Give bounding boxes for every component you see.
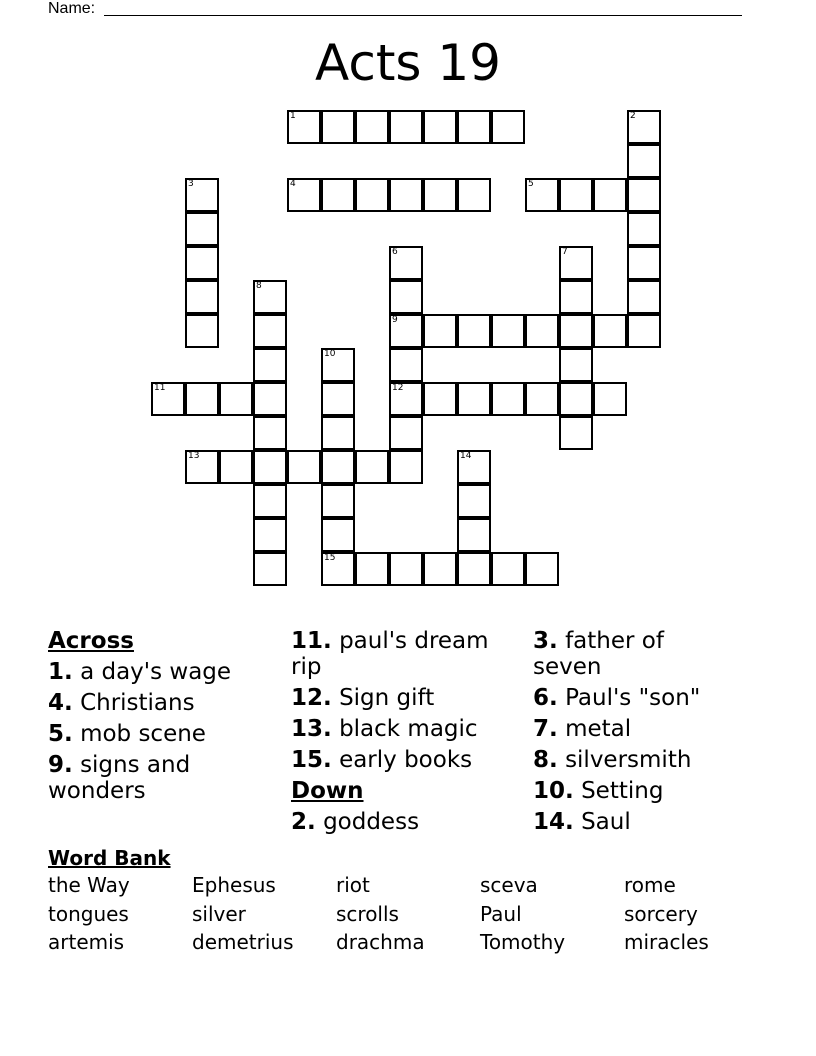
crossword-cell[interactable] (253, 348, 287, 382)
crossword-cell[interactable] (491, 382, 525, 416)
crossword-cell[interactable] (253, 382, 287, 416)
crossword-cell[interactable] (525, 552, 559, 586)
crossword-cell[interactable] (185, 382, 219, 416)
clue-number: 14. (533, 809, 574, 835)
crossword-cell[interactable] (423, 178, 457, 212)
crossword-cell[interactable] (389, 552, 423, 586)
word-bank-item: drachma (336, 930, 425, 954)
clue-number: 2. (291, 809, 316, 835)
clue-number: 4. (48, 690, 73, 716)
crossword-cell[interactable] (423, 314, 457, 348)
cell-number: 2 (630, 111, 636, 121)
clues-column-3 (533, 628, 769, 840)
cell-number: 13 (188, 451, 200, 461)
crossword-cell[interactable] (559, 382, 593, 416)
clue-text: Christians (80, 690, 195, 716)
crossword-cell[interactable] (559, 178, 593, 212)
crossword-cell[interactable] (457, 110, 491, 144)
page-title: Acts 19 (315, 34, 501, 92)
cell-number: 7 (562, 247, 568, 257)
word-bank-item: demetrius (192, 930, 294, 954)
word-bank-item: Ephesus (192, 873, 276, 897)
clue-number: 13. (291, 716, 332, 742)
clue-text: a day's wage (80, 659, 232, 685)
clue-text: paul's dream rip (291, 628, 489, 680)
crossword-cell[interactable] (321, 484, 355, 518)
clue-text: metal (565, 716, 632, 742)
clue-text: Paul's "son" (565, 685, 701, 711)
clue-down-6 (533, 685, 769, 711)
word-bank-item: sorcery (624, 901, 698, 926)
crossword-cell[interactable] (559, 246, 593, 280)
cell-number: 1 (290, 111, 296, 121)
clue-number: 12. (291, 685, 332, 711)
crossword-cell[interactable] (627, 280, 661, 314)
crossword-cell[interactable] (423, 110, 457, 144)
clue-text: Sign gift (339, 685, 435, 711)
cell-number: 3 (188, 179, 194, 189)
crossword-cell[interactable] (593, 178, 627, 212)
crossword-cell[interactable] (253, 314, 287, 348)
clue-across-4 (48, 690, 284, 716)
clue-number: 3. (533, 628, 558, 654)
word-bank-item: the Way (48, 873, 130, 897)
crossword-cell[interactable] (321, 178, 355, 212)
word-bank-item: miracles (624, 930, 709, 954)
crossword-cell[interactable] (559, 314, 593, 348)
clue-across-1 (48, 659, 284, 685)
crossword-cell[interactable] (321, 450, 355, 484)
crossword-cell[interactable] (457, 382, 491, 416)
crossword-cell[interactable] (389, 416, 423, 450)
crossword-cell[interactable] (457, 518, 491, 552)
crossword-cell[interactable] (593, 382, 627, 416)
clue-across-5 (48, 721, 284, 747)
clues-column-1 (48, 628, 284, 809)
clue-across-15 (291, 747, 527, 773)
cell-number: 14 (460, 451, 472, 461)
down-heading: Down (291, 778, 364, 804)
crossword-cell[interactable] (355, 110, 389, 144)
word-bank-item: riot (336, 873, 370, 897)
clue-across-9 (48, 752, 218, 804)
crossword-cell[interactable] (185, 314, 219, 348)
crossword-cell[interactable] (627, 212, 661, 246)
crossword-cell[interactable] (491, 314, 525, 348)
crossword-cell[interactable] (457, 484, 491, 518)
cell-number: 5 (528, 179, 534, 189)
clue-text: early books (339, 747, 473, 773)
crossword-cell[interactable] (321, 382, 355, 416)
crossword-cell[interactable] (525, 314, 559, 348)
crossword-cell[interactable] (355, 450, 389, 484)
crossword-cell[interactable] (321, 552, 355, 586)
crossword-cell[interactable] (151, 382, 185, 416)
word-bank-item: tongues (48, 901, 129, 926)
cell-number: 9 (392, 315, 398, 325)
clues-column-2 (291, 628, 527, 840)
word-bank-item: rome (624, 873, 676, 897)
clue-down-7 (533, 716, 769, 742)
crossword-cell[interactable] (559, 348, 593, 382)
clue-number: 1. (48, 659, 73, 685)
crossword-cell[interactable] (355, 178, 389, 212)
crossword-cell[interactable] (185, 212, 219, 246)
crossword-cell[interactable] (185, 246, 219, 280)
crossword-cell[interactable] (253, 280, 287, 314)
word-bank-heading: Word Bank (48, 846, 171, 870)
crossword-cell[interactable] (287, 110, 321, 144)
crossword-cell[interactable] (627, 314, 661, 348)
crossword-cell[interactable] (389, 280, 423, 314)
clue-number: 11. (291, 628, 332, 654)
word-bank-item: sceva (480, 873, 538, 897)
cell-number: 8 (256, 281, 262, 291)
crossword-cell[interactable] (491, 110, 525, 144)
crossword-cell[interactable] (389, 348, 423, 382)
crossword-cell[interactable] (321, 110, 355, 144)
clue-text: goddess (323, 809, 420, 835)
crossword-cell[interactable] (253, 416, 287, 450)
clue-number: 10. (533, 778, 574, 804)
clue-number: 6. (533, 685, 558, 711)
clue-down-3 (533, 628, 683, 680)
crossword-cell[interactable] (491, 552, 525, 586)
crossword-cell[interactable] (627, 178, 661, 212)
clue-down-2 (291, 809, 527, 835)
clue-across-11 (291, 628, 491, 680)
word-bank-item: Paul (480, 901, 522, 926)
crossword-cell[interactable] (457, 178, 491, 212)
cell-number: 15 (324, 553, 336, 563)
clue-across-12 (291, 685, 527, 711)
crossword-cell[interactable] (423, 552, 457, 586)
crossword-cell[interactable] (525, 178, 559, 212)
word-bank-item: Tomothy (480, 930, 566, 954)
crossword-cell[interactable] (627, 110, 661, 144)
crossword-cell[interactable] (321, 518, 355, 552)
crossword-cell[interactable] (321, 348, 355, 382)
crossword-cell[interactable] (525, 382, 559, 416)
clue-number: 5. (48, 721, 73, 747)
crossword-cell[interactable] (389, 314, 423, 348)
clue-down-8 (533, 747, 769, 773)
clue-text: father of seven (533, 628, 664, 680)
crossword-cell[interactable] (253, 450, 287, 484)
crossword-cell[interactable] (219, 382, 253, 416)
cell-number: 12 (392, 383, 404, 393)
clue-number: 9. (48, 752, 73, 778)
crossword-cell[interactable] (389, 178, 423, 212)
word-bank-item: artemis (48, 930, 125, 954)
name-label: Name: (48, 0, 96, 17)
cell-number: 10 (324, 349, 336, 359)
clue-text: mob scene (80, 721, 206, 747)
clue-text: signs and wonders (48, 752, 191, 804)
crossword-cell[interactable] (627, 246, 661, 280)
crossword-cell[interactable] (185, 280, 219, 314)
word-bank-item: silver (192, 901, 246, 926)
crossword-cell[interactable] (389, 382, 423, 416)
crossword-cell[interactable] (593, 314, 627, 348)
crossword-cell[interactable] (457, 552, 491, 586)
cell-number: 6 (392, 247, 398, 257)
crossword-cell[interactable] (559, 416, 593, 450)
crossword-cell[interactable] (559, 280, 593, 314)
cell-number: 11 (154, 383, 166, 393)
clue-down-14 (533, 809, 769, 835)
crossword-cell[interactable] (627, 144, 661, 178)
crossword-cell[interactable] (457, 314, 491, 348)
clue-text: Saul (581, 809, 631, 835)
clue-text: silversmith (565, 747, 692, 773)
crossword-cell[interactable] (219, 450, 253, 484)
crossword-cell[interactable] (389, 450, 423, 484)
crossword-cell[interactable] (355, 552, 389, 586)
cell-number: 4 (290, 179, 296, 189)
crossword-cell[interactable] (253, 484, 287, 518)
crossword-cell[interactable] (185, 450, 219, 484)
clue-text: black magic (339, 716, 478, 742)
clue-number: 8. (533, 747, 558, 773)
crossword-cell[interactable] (287, 178, 321, 212)
clue-down-10 (533, 778, 769, 804)
crossword-cell[interactable] (457, 450, 491, 484)
crossword-cell[interactable] (389, 110, 423, 144)
crossword-cell[interactable] (389, 246, 423, 280)
crossword-cell[interactable] (185, 178, 219, 212)
clue-number: 15. (291, 747, 332, 773)
across-heading: Across (48, 628, 134, 654)
clue-number: 7. (533, 716, 558, 742)
crossword-cell[interactable] (253, 518, 287, 552)
clue-across-13 (291, 716, 527, 742)
crossword-cell[interactable] (321, 416, 355, 450)
word-bank-item: scrolls (336, 901, 399, 926)
clue-text: Setting (581, 778, 664, 804)
crossword-cell[interactable] (423, 382, 457, 416)
crossword-cell[interactable] (287, 450, 321, 484)
crossword-cell[interactable] (253, 552, 287, 586)
